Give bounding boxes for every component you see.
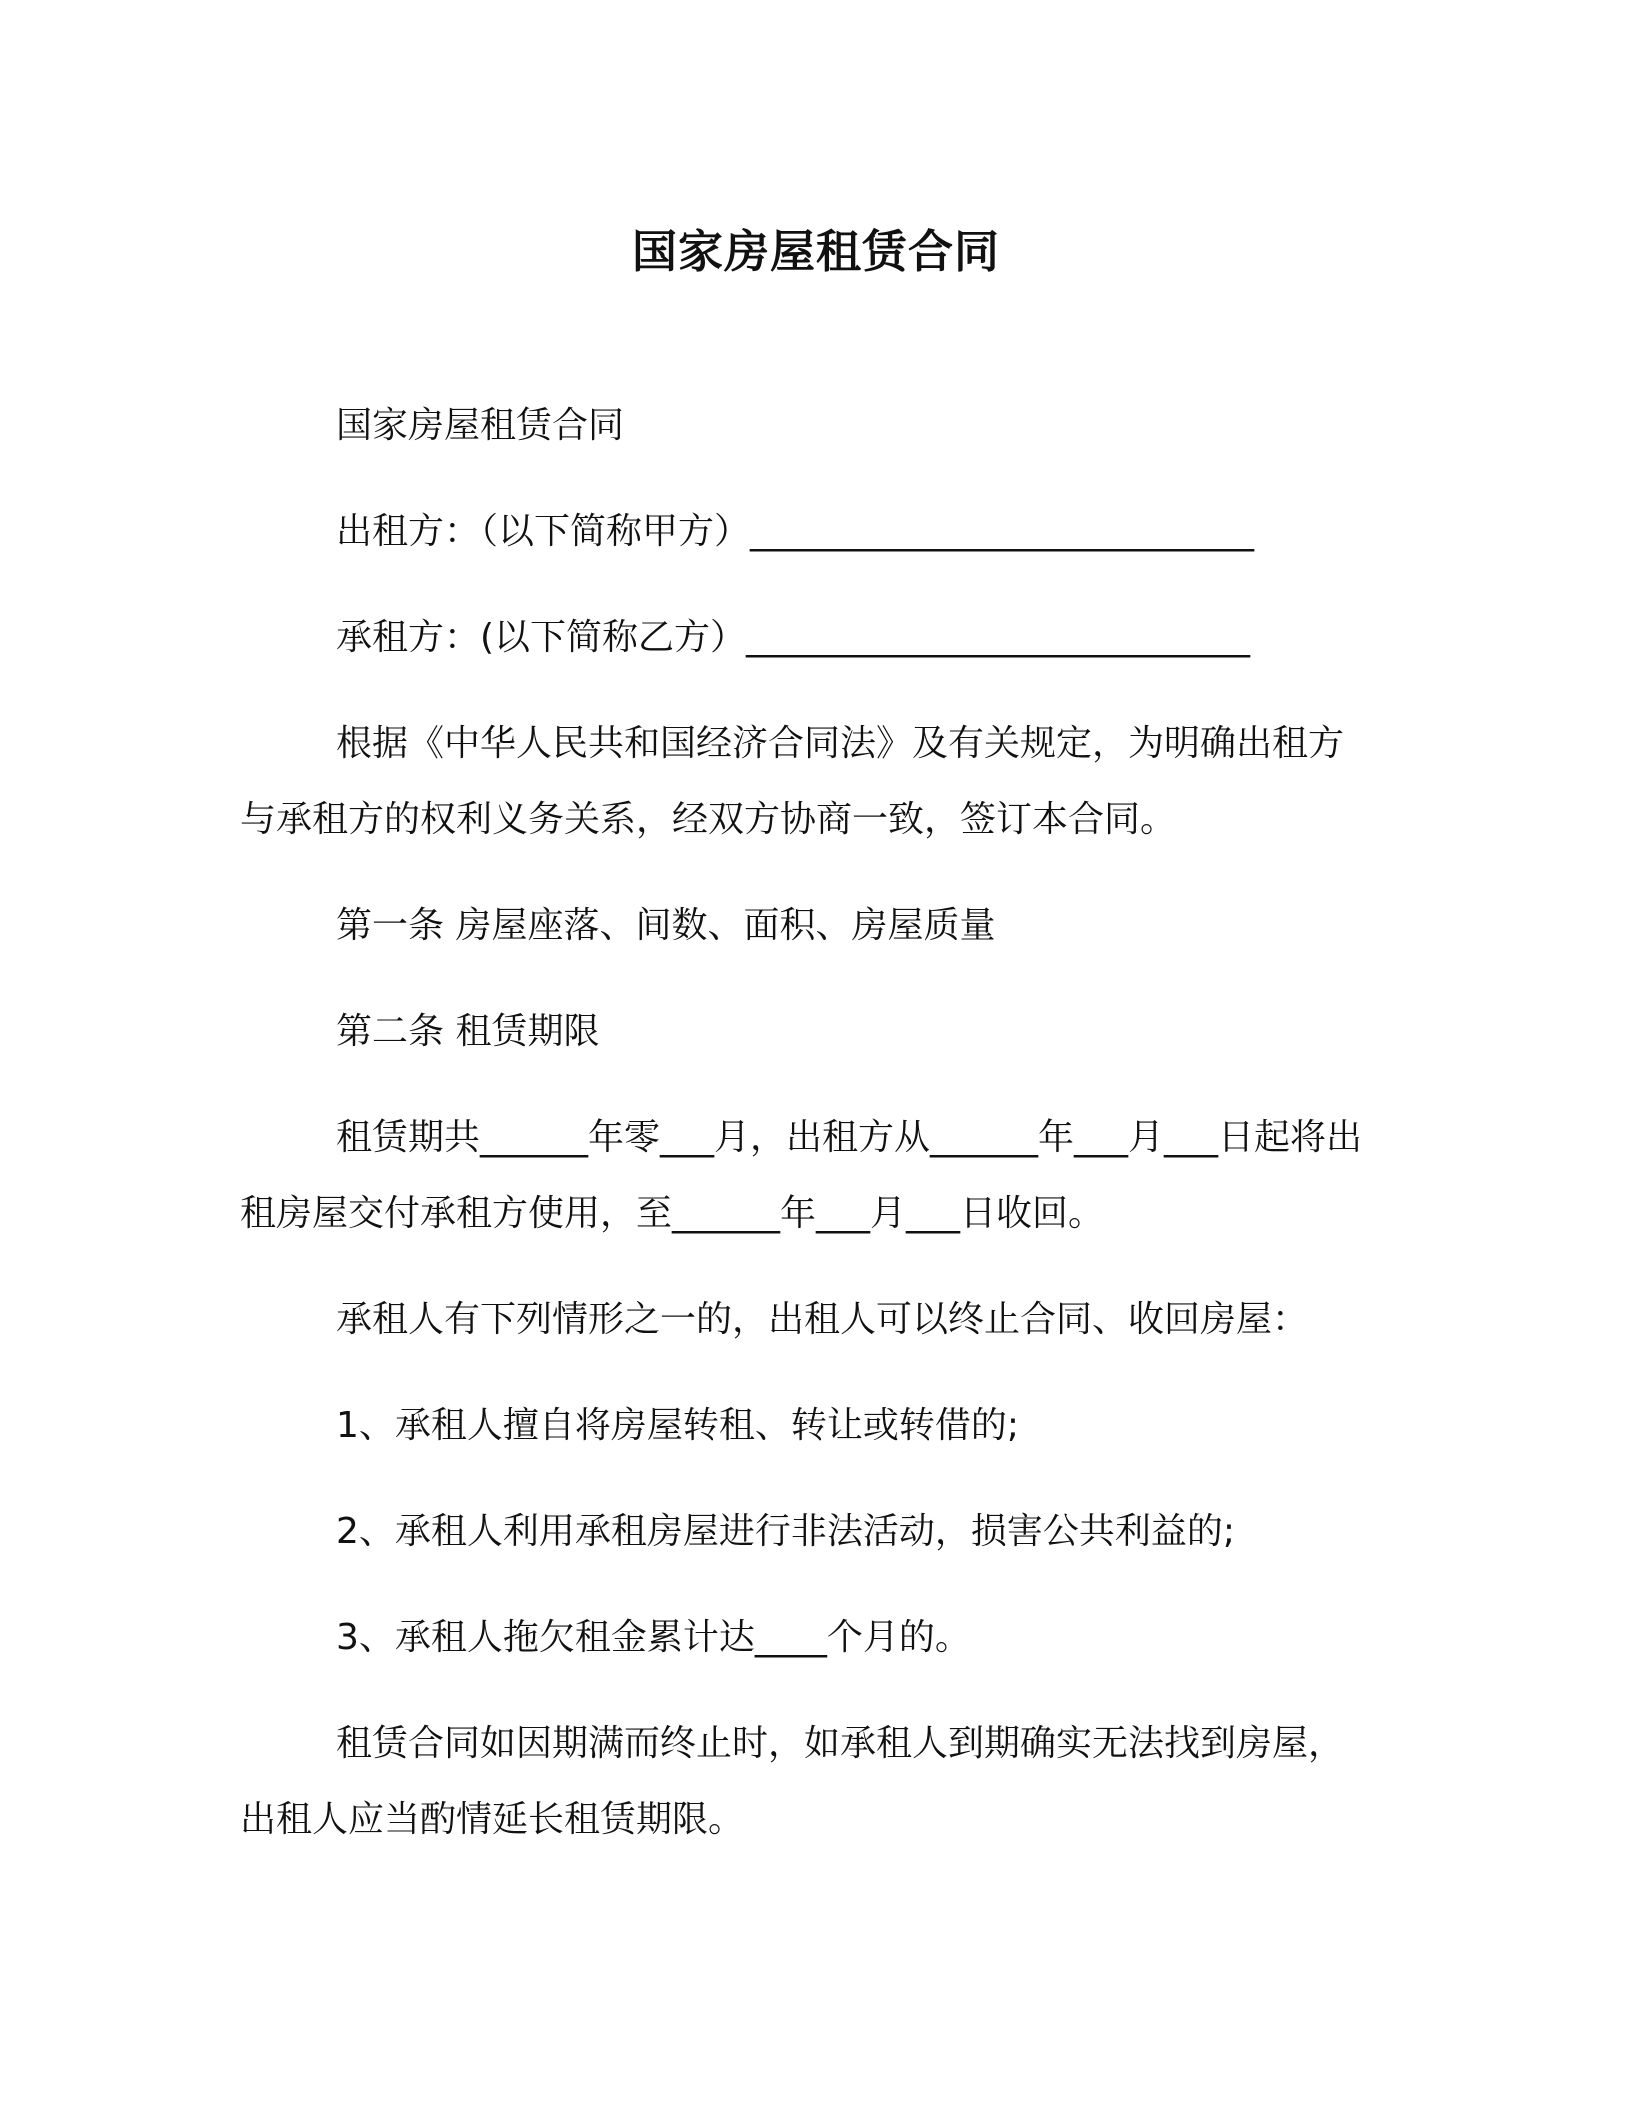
article-two-heading: 第二条 租赁期限 bbox=[336, 1011, 600, 1052]
termination-item-2: 2、承租人利用承租房屋进行非法活动，损害公共利益的; bbox=[336, 1511, 1236, 1552]
extension-paragraph: 租赁合同如因期满而终止时，如承租人到期确实无法找到房屋，出租人应当酌情延长租赁期限。 bbox=[240, 1723, 1345, 1840]
subtitle-paragraph: 国家房屋租赁合同 bbox=[336, 405, 625, 446]
termination-item-3: 3、承租人拖欠租金累计达____个月的。 bbox=[336, 1617, 971, 1658]
lessee-line: 承租方：(以下简称乙方）____________________________ bbox=[336, 617, 1251, 658]
document-title: 国家房屋租赁合同 bbox=[631, 225, 1000, 278]
termination-item-1: 1、承租人擅自将房屋转租、转让或转借的; bbox=[336, 1405, 1020, 1446]
lessor-line: 出租方：（以下简称甲方）____________________________ bbox=[336, 511, 1255, 552]
document-body bbox=[240, 388, 1370, 1888]
preamble-paragraph: 根据《中华人民共和国经济合同法》及有关规定，为明确出租方与承租方的权利义务关系，经双方协商一致，签订本合同。 bbox=[240, 723, 1345, 840]
lease-term-paragraph: 租赁期共______年零___月，出租方从______年___月___日起将出租房屋交付承租方使用，至______年___月___日收回。 bbox=[240, 1117, 1363, 1234]
article-one-heading: 第一条 房屋座落、间数、面积、房屋质量 bbox=[336, 905, 996, 946]
termination-intro-paragraph: 承租人有下列情形之一的，出租人可以终止合同、收回房屋： bbox=[336, 1299, 1309, 1340]
